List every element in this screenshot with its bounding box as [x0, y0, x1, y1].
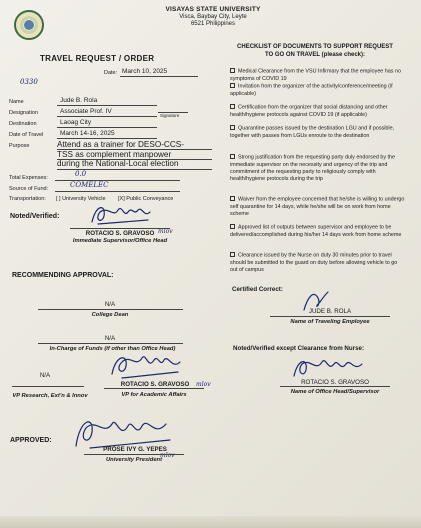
certified-name: JUDE B. ROLA — [308, 308, 352, 315]
vpr-role: VP Research, Ext'n & Innov — [12, 393, 88, 399]
vpr-name: N/A — [39, 372, 51, 379]
certified-role: Name of Traveling Employee — [290, 319, 370, 325]
president-role: University President — [105, 457, 163, 463]
name-label: Name — [9, 99, 24, 105]
purpose-line: Attend as a trainer for DESO-CCS- — [57, 140, 184, 149]
total-expenses-value: 0.0 — [75, 170, 87, 178]
date-of-travel-value: March 14-16, 2025 — [60, 130, 115, 137]
vpaa-signature — [108, 348, 188, 380]
form-title: TRAVEL REQUEST / ORDER — [40, 54, 155, 63]
checklist-title-2: TO GO ON TRAVEL (please check): — [264, 52, 366, 58]
destination-label: Destination — [9, 121, 37, 127]
office-head-name: ROTACIO S. GRAVOSO — [301, 379, 369, 386]
designation-value: Associate Prof. IV — [60, 108, 112, 115]
supervisor-role: Immediate Supervisor/Office Head — [72, 238, 168, 244]
date-of-travel-label: Date of Travel — [9, 132, 44, 138]
noted-except-label: Noted/Verified except Clearance from Nurse: — [233, 345, 365, 352]
checkbox[interactable] — [230, 83, 235, 88]
checkbox[interactable] — [230, 196, 235, 201]
office-head-role: Name of Office Head/Supervisor — [290, 389, 380, 395]
recommending-label: RECOMMENDING APPROVAL: — [12, 272, 114, 279]
vpaa-initials: mlov — [196, 381, 211, 388]
control-number: 0330 — [20, 78, 38, 86]
checklist-item: Strong justification from the requesting party duly endorsed by the immediate supervisor on the necessity and urgency of the trip and commitment of the requesting party to religiously comply with health/hygiene protocols during the trip — [230, 154, 396, 182]
transport-university-vehicle: [ ] University Vehicle — [56, 196, 106, 202]
supervisor-initials: mlov — [158, 228, 173, 235]
approved-label: APPROVED: — [10, 437, 52, 444]
checkbox[interactable] — [230, 224, 235, 229]
bottom-edge — [0, 516, 421, 528]
checklist-title-1: CHECKLIST OF DOCUMENTS TO SUPPORT REQUEST — [237, 44, 393, 50]
checkbox[interactable] — [230, 125, 235, 130]
date-label: Date: — [104, 70, 118, 76]
checklist-item: Quarantine passes issued by the destination LGU and if possible, together with passes from LGUs enroute to the destination — [230, 125, 395, 139]
university-address-2: 6521 Philippines — [190, 21, 236, 27]
supervisor-signature — [88, 200, 158, 228]
checklist-item: Invitation from the organizer of the activity/conference/meeting (if applicable) — [230, 83, 393, 97]
university-address-1: Visca, Baybay City, Leyte — [179, 14, 247, 20]
dean-role: College Dean — [91, 312, 129, 318]
total-expenses-label: Total Expenses: — [9, 175, 48, 181]
checklist-item: Clearance issued by the Nurse on duty 30 minutes prior to travel should be submitted to the guard on duty before allowing vehicle to go out of campus — [230, 252, 398, 273]
checkbox[interactable] — [230, 252, 235, 257]
employee-signature — [300, 286, 330, 316]
vpaa-role: VP for Academic Affairs — [121, 392, 187, 398]
vpaa-name: ROTACIO S. GRAVOSO — [120, 381, 190, 388]
university-seal-icon — [14, 10, 44, 40]
supervisor-name: ROTACIO S. GRAVOSO — [85, 230, 155, 237]
checklist-item: Certification from the organizer that social distancing and other health/hygiene protocols against COVID 19 (if applicable) — [230, 104, 388, 118]
funds-name: N/A — [104, 335, 116, 342]
name-value: Jude B. Rola — [60, 97, 98, 104]
noted-verified-label: Noted/Verified: — [10, 213, 60, 220]
funds-role: In-Charge of Funds (if other than Office Head) — [49, 346, 176, 352]
certified-label: Certified Correct: — [232, 286, 283, 293]
dean-name: N/A — [104, 301, 116, 308]
checkbox[interactable] — [230, 154, 235, 159]
source-fund-label: Source of Fund: — [9, 186, 49, 192]
purpose-line: during the National-Local election — [57, 159, 179, 169]
checklist-item: Approved list of outputs between supervisor and employee to be delivered/accomplished during his/her 14 days work from home scheme — [230, 224, 402, 238]
source-fund-value: COMELEC — [70, 181, 109, 189]
purpose-line: TSS as complement manpower — [57, 149, 172, 159]
signature-label: Signature — [160, 113, 180, 118]
checkbox[interactable] — [230, 104, 235, 109]
checkbox[interactable] — [230, 68, 235, 73]
university-name: VISAYAS STATE UNIVERSITY — [165, 6, 261, 13]
purpose-label: Purpose — [9, 143, 30, 149]
date-value: March 10, 2025 — [122, 68, 168, 75]
checklist-item: Waiver from the employee concerned that he/she is willing to undergo self quarantine for 14 days, while he/she will be on work from home scheme — [230, 196, 405, 217]
destination-value: Laoag City — [60, 119, 92, 126]
checklist-item: Medical Clearance from the VSU Infirmary that the employee has no symptoms of COVID 19 — [230, 68, 401, 82]
transport-label: Transportation: — [9, 196, 46, 202]
president-initials: mlov — [160, 452, 175, 459]
purpose-value — [57, 140, 184, 169]
designation-label: Designation — [9, 110, 39, 116]
president-name: PROSE IVY G. YEPES — [103, 446, 167, 453]
office-head-signature — [290, 352, 370, 382]
transport-public-conveyance: [X] Public Conveyance — [118, 196, 174, 202]
